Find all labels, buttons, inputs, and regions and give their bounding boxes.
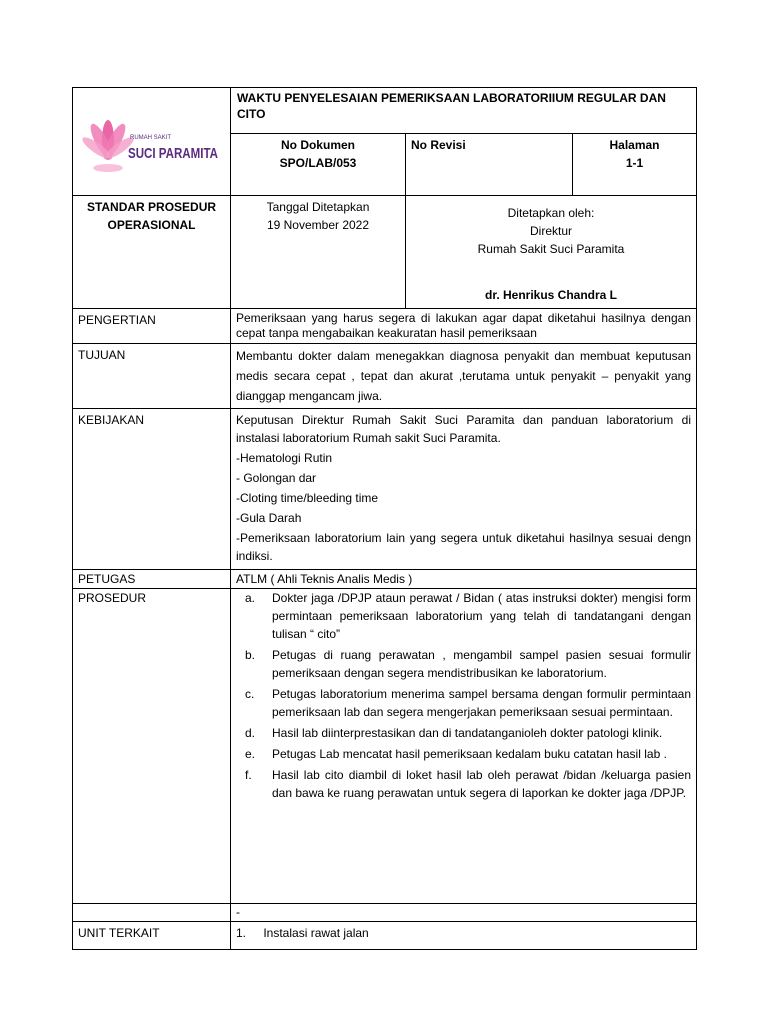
prosedur-item: f. Hasil lab cito diambil di loket hasil lab oleh perawat /bidan /keluarga pasien dan bawa ke ruang perawatan untuk segera di laporkan ke dokter jaga /DPJP. bbox=[245, 768, 691, 800]
approved-by-label: Ditetapkan oleh: bbox=[507, 206, 595, 220]
kebijakan-label: KEBIJAKAN bbox=[73, 409, 231, 570]
logo-small-text: RUMAH SAKIT bbox=[129, 134, 171, 141]
date-cell bbox=[231, 196, 406, 309]
approval-cell bbox=[406, 196, 697, 309]
kebijakan-cell bbox=[231, 409, 697, 570]
revision-label: No Revisi bbox=[411, 138, 466, 152]
kebijakan-item: -Cloting time/bleeding time bbox=[236, 491, 379, 505]
prosedur-item: c. Petugas laboratorium menerima sampel bersama dengan formulir permintaan pemeriksaan lab dan segera mengerjakan pemeriksaan sesuai permintaan. bbox=[245, 687, 691, 719]
unit-label: UNIT TERKAIT bbox=[73, 922, 231, 950]
spo-label-cell bbox=[73, 196, 231, 309]
petugas-text: ATLM ( Ahli Teknis Analis Medis ) bbox=[231, 570, 697, 589]
spo-document-table bbox=[72, 87, 697, 950]
blank-row-label bbox=[73, 904, 231, 922]
unit-item-text: Instalasi rawat jalan bbox=[263, 926, 369, 940]
signatory-name: dr. Henrikus Chandra L bbox=[484, 288, 618, 302]
logo-cell bbox=[73, 88, 231, 196]
hospital-logo bbox=[82, 102, 222, 182]
revision-cell bbox=[406, 134, 573, 196]
date-value: 19 November 2022 bbox=[266, 218, 370, 232]
pengertian-text: Pemeriksaan yang harus segera di lakukan agar dapat diketahui hasilnya dengan cepat tanpa mengabaikan keakuratan hasil pemeriksaan bbox=[231, 309, 697, 344]
pengertian-label: PENGERTIAN bbox=[73, 309, 231, 344]
prosedur-cell bbox=[231, 589, 697, 904]
tujuan-label: TUJUAN bbox=[73, 344, 231, 409]
doc-number-cell bbox=[231, 134, 406, 196]
prosedur-item: b. Petugas di ruang perawatan , mengambil sampel pasien sesuai formulir pemeriksaan dengan segera mendistribusikan ke laboratorium. bbox=[245, 648, 691, 680]
prosedur-label: PROSEDUR bbox=[73, 589, 231, 904]
prosedur-item: e. Petugas Lab mencatat hasil pemeriksaan kedalam buku catatan hasil lab . bbox=[245, 747, 667, 761]
approved-by-hospital: Rumah Sakit Suci Paramita bbox=[477, 242, 625, 256]
spo-label-line2: OPERASIONAL bbox=[107, 218, 196, 232]
tujuan-text: Membantu dokter dalam menegakkan diagnosa penyakit dan membuat keputusan medis secara cepat , tepat dan akurat ,terutama untuk penyakit – penyakit yang dianggap mengancam jiwa. bbox=[231, 344, 697, 409]
prosedur-item: d. Hasil lab diinterprestasikan dan di tandatanganioleh dokter patologi klinik. bbox=[245, 726, 663, 740]
document-title: WAKTU PENYELESAIAN PEMERIKSAAN LABORATORIIUM REGULAR DAN CITO bbox=[231, 88, 697, 134]
unit-item-marker: 1. bbox=[236, 926, 247, 940]
spo-label-line1: STANDAR PROSEDUR bbox=[86, 200, 217, 214]
doc-number-value: SPO/LAB/053 bbox=[279, 156, 357, 170]
page-cell bbox=[573, 134, 697, 196]
page-label: Halaman bbox=[609, 138, 660, 152]
prosedur-item: a. Dokter jaga /DPJP ataun perawat / Bidan ( atas instruksi dokter) mengisi form permintaan pemeriksaan laboratorium yang telah di tandatangani dengan tulisan “ cito” bbox=[245, 591, 691, 641]
page-value: 1-1 bbox=[625, 156, 644, 170]
date-label: Tanggal Ditetapkan bbox=[266, 200, 370, 214]
kebijakan-item: -Hematologi Rutin bbox=[236, 451, 333, 465]
kebijakan-item: -Pemeriksaan laboratorium lain yang segera untuk diketahui hasilnya sesuai dengn indiksi. bbox=[236, 531, 691, 563]
unit-list bbox=[231, 922, 697, 950]
approved-by-title: Direktur bbox=[529, 224, 572, 238]
kebijakan-item: - Golongan dar bbox=[236, 471, 317, 485]
kebijakan-intro: Keputusan Direktur Rumah Sakit Suci Paramita dan panduan laboratorium di instalasi laboratorium Rumah sakit Suci Paramita. bbox=[236, 413, 691, 445]
prosedur-list bbox=[236, 589, 691, 802]
petugas-label: PETUGAS bbox=[73, 570, 231, 589]
logo-brand-text: SUCI PARAMITA bbox=[127, 144, 218, 162]
doc-number-label: No Dokumen bbox=[280, 138, 355, 152]
blank-row-text: - bbox=[231, 904, 697, 922]
kebijakan-item: -Gula Darah bbox=[236, 511, 302, 525]
